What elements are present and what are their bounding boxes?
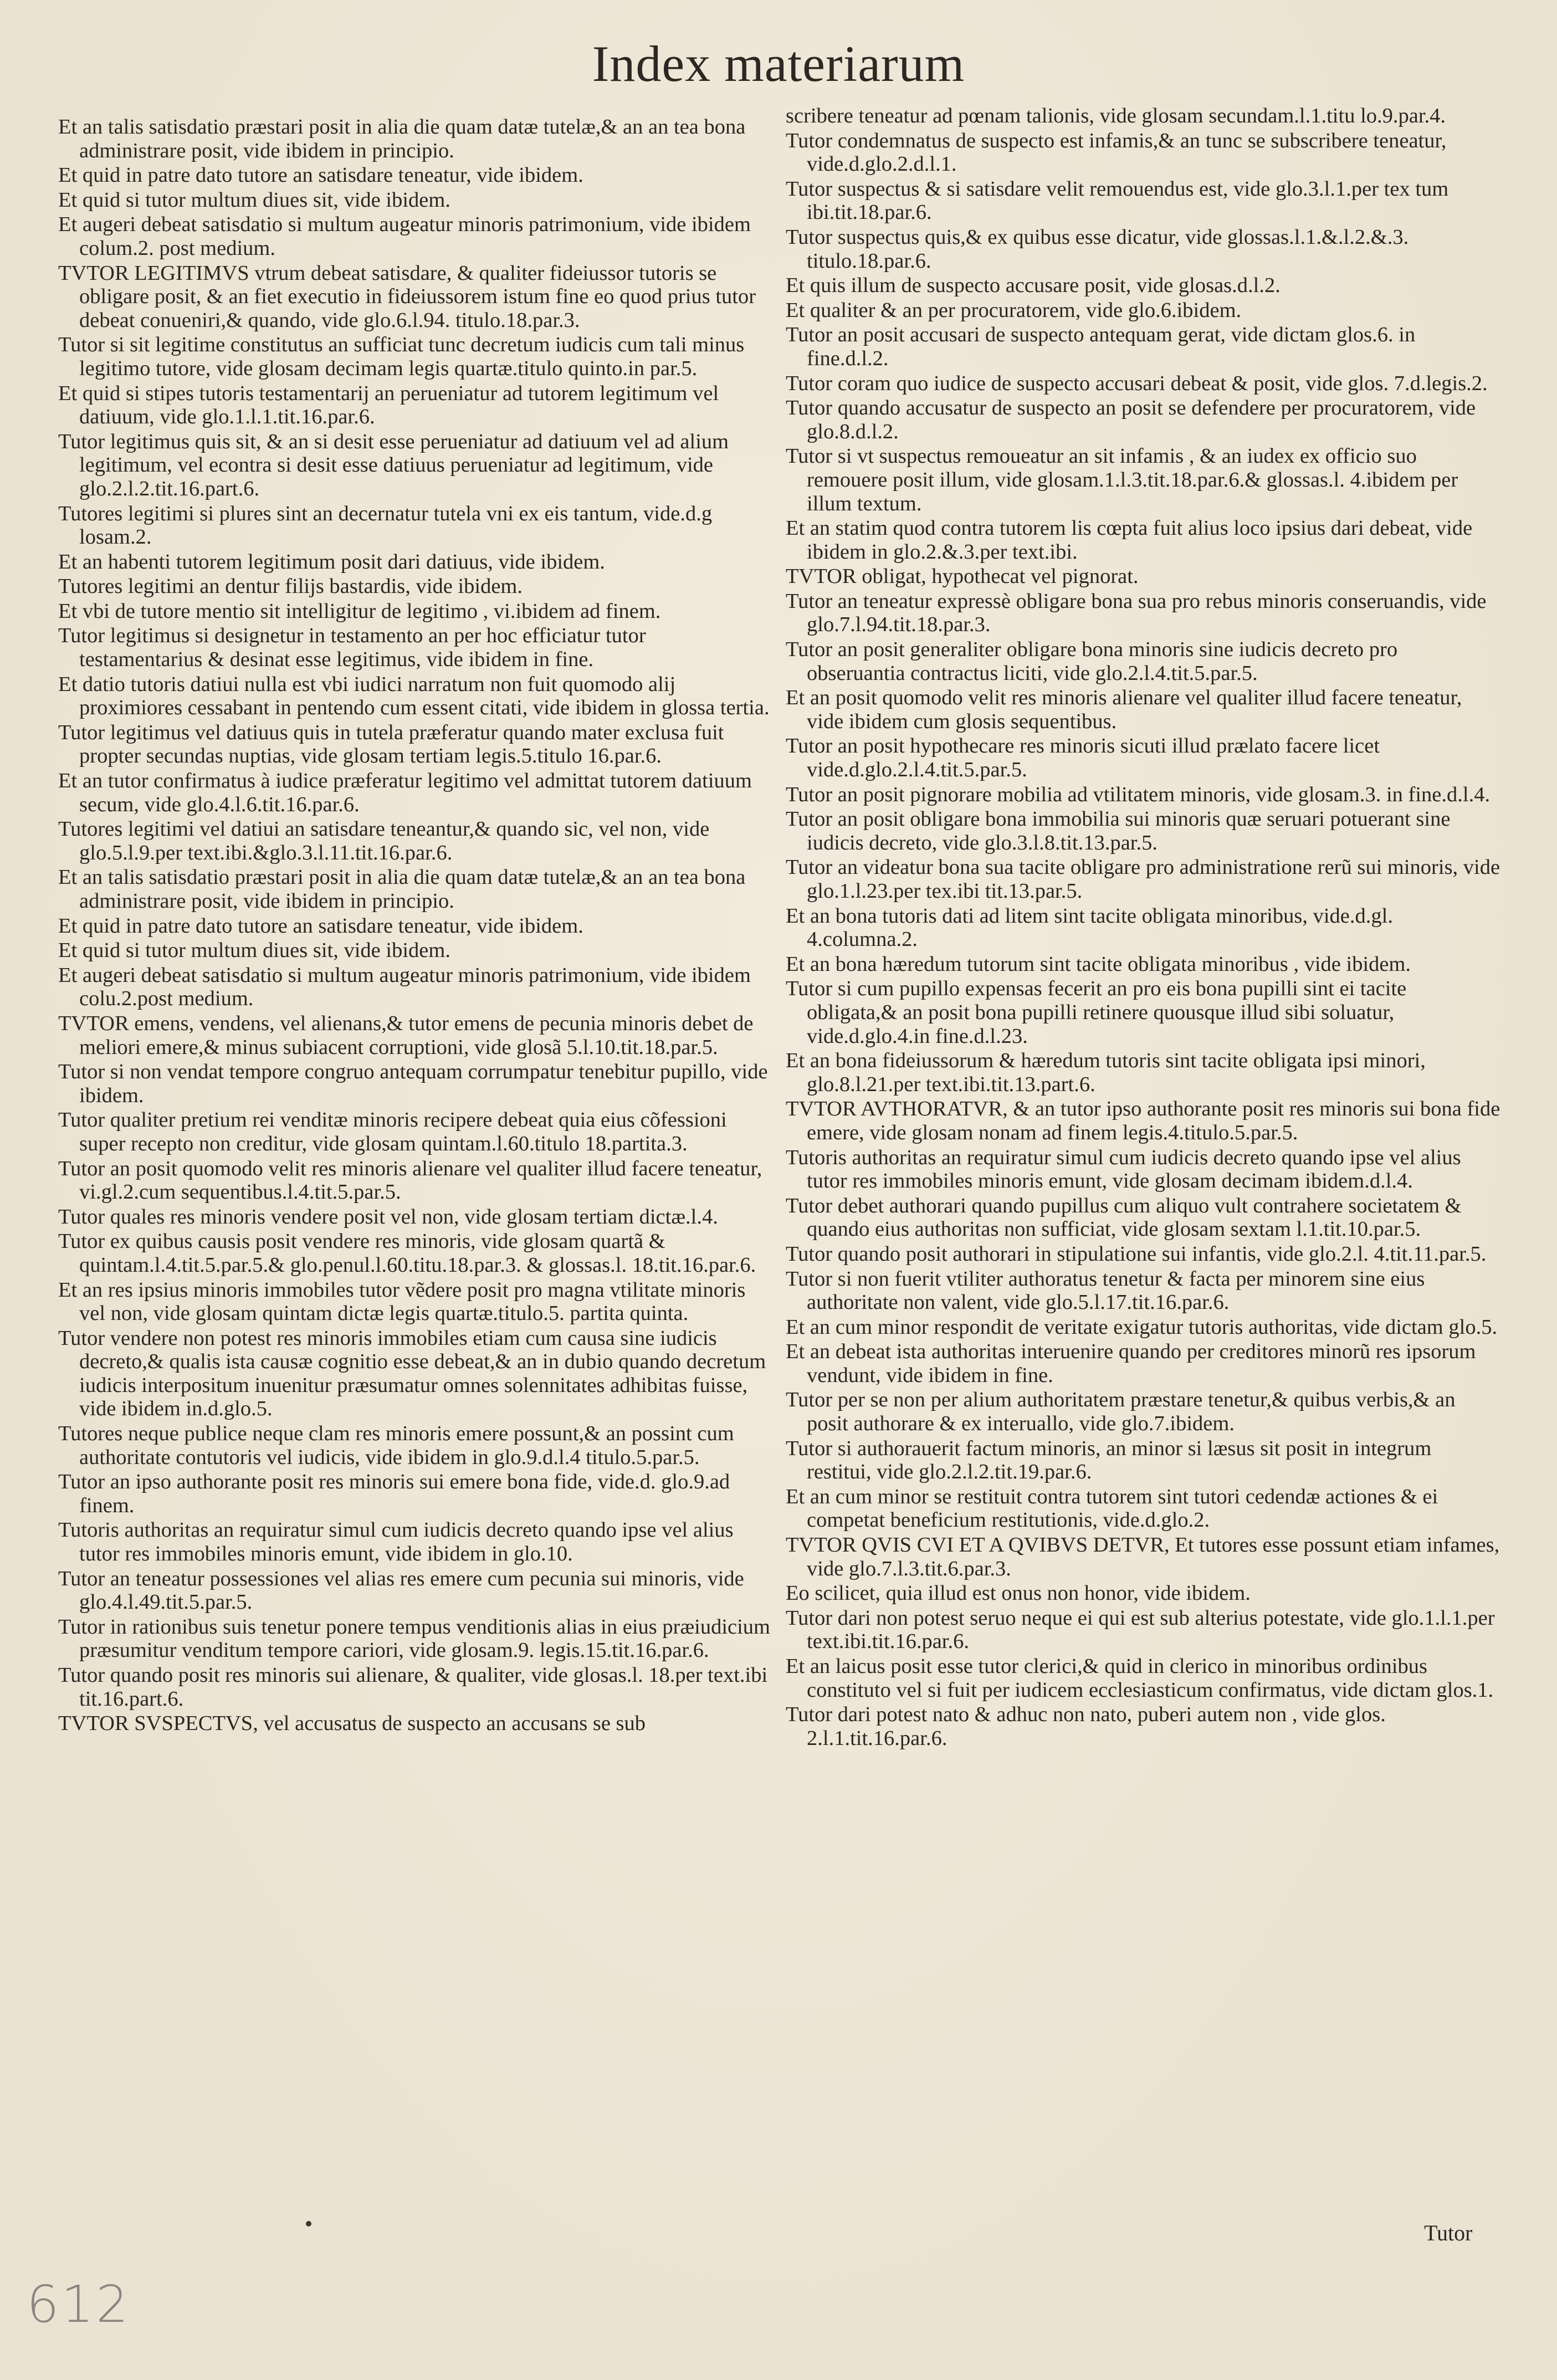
index-entry: Tutor legitimus quis sit, & an si desit esse perueniatur ad datiuum vel ad alium legitimum, vel econtra si desit esse datiuus perueniatur ad legitimum, vide glo.2.l.2.tit.16.part.6. (58, 429, 729, 500)
left-column (58, 115, 773, 2204)
index-entry: Et quid si tutor multum diues sit, vide ibidem. (58, 939, 450, 963)
index-entry: Et an talis satisdatio præstari posit in alia die quam datæ tutelæ,& an an tea bona administrare posit, vide ibidem in principio. (58, 115, 746, 162)
index-entry: Tutor si authorauerit factum minoris, an minor si læsus sit posit in integrum restitui, vide glo.2.l.2.tit.19.par.6. (786, 1436, 1432, 1484)
index-entry: TVTOR emens, vendens, vel alienans,& tutor emens de pecunia minoris debet de meliori emere,& minus subiacent corruptioni, vide glosã 5.l.10.tit.18.par.5. (58, 1011, 754, 1059)
index-entry: Et vbi de tutore mentio sit intelligitur de legitimo , vi.ibidem ad finem. (58, 599, 661, 623)
index-entry: Et augeri debeat satisdatio si multum augeatur minoris patrimonium, vide ibidem colum.2. post medium. (58, 213, 751, 260)
index-entry: Et an laicus posit esse tutor clerici,& quid in clerico in minoribus ordinibus constituto vel si fuit per iudicem ecclesiasticum confirmatus, vide dictam glos.1. (786, 1655, 1494, 1702)
index-entry: Et an tutor confirmatus à iudice præferatur legitimo vel admittat tutorem datiuum secum, vide glo.4.l.6.tit.16.par.6. (58, 769, 752, 816)
index-entry: Et an bona fideiussorum & hæredum tutoris sint tacite obligata ipsi minori, glo.8.l.21.per text.ibi.tit.13.part.6. (786, 1049, 1426, 1096)
ink-dot (306, 2221, 311, 2227)
index-entry: scribere teneatur ad pœnam talionis, vide glosam secundam.l.1.titu lo.9.par.4. (786, 104, 1446, 127)
index-entry: Tutor an posit generaliter obligare bona minoris sine iudicis decreto pro obseruantia contractus liciti, vide glo.2.l.4.tit.5.par.5. (786, 638, 1398, 685)
index-entry: Et an res ipsius minoris immobiles tutor vẽdere posit pro magna vtilitate minoris vel non, vide glosam quintam dictæ legis quartæ.titulo.5. partita quinta. (58, 1278, 746, 1325)
index-entry: Tutor debet authorari quando pupillus cum aliquo vult contrahere societatem & quando eius authoritas non sufficiat, vide glosam sextam l.1.tit.10.par.5. (786, 1194, 1462, 1241)
catchword: Tutor (1424, 2220, 1473, 2245)
index-entry: Tutor si cum pupillo expensas fecerit an pro eis bona pupilli sint ei tacite obligata,& an posit bona pupilli retinere quousque illud sibi soluatur, vide.d.glo.4.in fine.d.l.23. (786, 977, 1407, 1048)
index-entry: Tutor an videatur bona sua tacite obligare pro administratione rerũ sui minoris, vide glo.1.l.23.per tex.ibi tit.13.par.5. (786, 856, 1500, 903)
index-entry: Tutor per se non per alium authoritatem præstare tenetur,& quibus verbis,& an posit authorare & ex interuallo, vide glo.7.ibidem. (786, 1388, 1456, 1436)
index-entry: Tutor quales res minoris vendere posit vel non, vide glosam tertiam dictæ.l.4. (58, 1205, 718, 1229)
index-entry: Tutores legitimi an dentur filijs bastardis, vide ibidem. (58, 575, 523, 598)
page-title: Index materiarum (592, 35, 965, 92)
index-entry: Tutor vendere non potest res minoris immobiles etiam cum causa sine iudicis decreto,& qualis ista causæ cognitio esse debeat,& an in dubio quando decretum iudicis interpositum inuenitur præsumatur omnes solennitates adhibitas fuisse, vide ibidem in.d.glo.5. (58, 1326, 766, 1421)
index-entry: TVTOR AVTHORATVR, & an tutor ipso authorante posit res minoris sui bona fide emere, vide glosam nonam ad finem legis.4.titulo.5.par.5. (786, 1097, 1500, 1144)
index-entry: Et an cum minor respondit de veritate exigatur tutoris authoritas, vide dictam glo.5. (786, 1315, 1498, 1339)
index-entry: Et augeri debeat satisdatio si multum augeatur minoris patrimonium, vide ibidem colu.2.post medium. (58, 963, 751, 1011)
index-entry: TVTOR SVSPECTVS, vel accusatus de suspecto an accusans se sub (58, 1712, 646, 1736)
index-entry: Tutor suspectus & si satisdare velit remouendus est, vide glo.3.l.1.per tex tum ibi.tit.18.par.6. (786, 177, 1449, 224)
index-entry: Tutor an posit hypothecare res minoris sicuti illud prælato facere licet vide.d.glo.2.l.4.tit.5.par.5. (786, 734, 1380, 782)
index-entry: Et an debeat ista authoritas interuenire quando per creditores minorũ res ipsorum vendunt, vide ibidem in fine. (786, 1340, 1476, 1387)
index-entry: Et an bona hæredum tutorum sint tacite obligata minoribus , vide ibidem. (786, 952, 1411, 976)
handwritten-folio-number: 612 (27, 2275, 131, 2334)
index-entry: Tutoris authoritas an requiratur simul cum iudicis decreto quando ipse vel alius tutor res immobiles minoris emunt, vide ibidem in glo.10. (58, 1518, 734, 1566)
index-entry: Tutor dari potest nato & adhuc non nato, puberi autem non , vide glos. 2.l.1.tit.16.par.6. (786, 1703, 1386, 1750)
index-entry: Et quid in patre dato tutore an satisdare teneatur, vide ibidem. (58, 163, 583, 187)
index-entry: Tutores legitimi si plures sint an decernatur tutela vni ex eis tantum, vide.d.g losam.2. (58, 501, 713, 549)
index-entry: Tutor an posit pignorare mobilia ad vtilitatem minoris, vide glosam.3. in fine.d.l.4. (786, 782, 1491, 806)
index-entry: Et an cum minor se restituit contra tutorem sint tutori cedendæ actiones & ei competat beneficium restitutionis, vide.d.glo.2. (786, 1485, 1438, 1532)
right-column (786, 104, 1500, 2193)
index-entry: Et an talis satisdatio præstari posit in alia die quam datæ tutelæ,& an an tea bona administrare posit, vide ibidem in principio. (58, 866, 746, 913)
index-entry: Tutor legitimus vel datiuus quis in tutela præferatur quando mater exclusa fuit propter secundas nuptias, vide glosam tertiam legis.5.titulo 16.par.6. (58, 720, 724, 768)
index-entry: Tutoris authoritas an requiratur simul cum iudicis decreto quando ipse vel alius tutor res immobiles minoris emunt, vide glosam decimam ibidem.d.l.4. (786, 1145, 1461, 1193)
index-entry: Tutor an posit accusari de suspecto antequam gerat, vide dictam glos.6. in fine.d.l.2. (786, 323, 1416, 370)
index-entry: TVTOR QVIS CVI ET A QVIBVS DETVR, Et tutores esse possunt etiam infames, vide glo.7.l.3.tit.6.par.3. (786, 1533, 1500, 1580)
index-entry: TVTOR obligat, hypothecat vel pignorat. (786, 565, 1139, 588)
index-entry: Tutor an teneatur expressè obligare bona sua pro rebus minoris conseruandis, vide glo.7.l.94.tit.18.par.3. (786, 589, 1487, 637)
index-entry: Tutor ex quibus causis posit vendere res minoris, vide glosam quartã & quintam.l.4.tit.5.par.5.& glo.penul.l.60.titu.18.par.3. & glossas.l. 18.tit.16.par.6. (58, 1230, 756, 1277)
index-entry: Tutor dari non potest seruo neque ei qui est sub alterius potestate, vide glo.1.l.1.per text.ibi.tit.16.par.6. (786, 1606, 1495, 1654)
index-entry: Tutor qualiter pretium rei venditæ minoris recipere debeat quia eius cõfessioni super recepto non creditur, vide glosam quintam.l.60.titulo 18.partita.3. (58, 1108, 727, 1155)
index-entry: Tutor legitimus si designetur in testamento an per hoc efficiatur tutor testamentarius & desinat esse legitimus, vide ibidem in fine. (58, 624, 646, 672)
index-entry: Et qualiter & an per procuratorem, vide glo.6.ibidem. (786, 298, 1242, 322)
index-entry: Tutor an teneatur possessiones vel alias res emere cum pecunia sui minoris, vide glo.4.l.49.tit.5.par.5. (58, 1567, 744, 1614)
index-entry: Et an bona tutoris dati ad litem sint tacite obligata minoribus, vide.d.gl. 4.columna.2. (786, 904, 1393, 951)
index-entry: Et an posit quomodo velit res minoris alienare vel qualiter illud facere teneatur, vide ibidem cum glosis sequentibus. (786, 686, 1462, 733)
index-entry: Tutor suspectus quis,& ex quibus esse dicatur, vide glossas.l.1.&.l.2.&.3. titulo.18.par.6. (786, 225, 1409, 273)
index-entry: Et datio tutoris datiui nulla est vbi iudici narratum non fuit quomodo alij proximiores cessabant in pentendo cum essent citati, vide ibidem in glossa tertia. (58, 672, 770, 720)
index-entry: Tutor coram quo iudice de suspecto accusari debeat & posit, vide glos. 7.d.legis.2. (786, 371, 1488, 395)
index-entry: Tutor quando posit res minoris sui alienare, & qualiter, vide glosas.l. 18.per text.ibi tit.16.part.6. (58, 1664, 768, 1711)
index-entry: Eo scilicet, quia illud est onus non honor, vide ibidem. (786, 1581, 1251, 1605)
index-entry: Tutores neque publice neque clam res minoris emere possunt,& an possint cum authoritate contutoris vel iudicis, vide ibidem in glo.9.d.l.4 titulo.5.par.5. (58, 1422, 734, 1469)
index-entry: Et quis illum de suspecto accusare posit, vide glosas.d.l.2. (786, 274, 1281, 298)
index-entry: Tutor quando accusatur de suspecto an posit se defendere per procuratorem, vide glo.8.d.l.2. (786, 396, 1476, 443)
index-entry: Tutor si non fuerit vtiliter authoratus tenetur & facta per minorem sine eius authoritate non valent, vide glo.5.l.17.tit.16.par.6. (786, 1267, 1425, 1314)
index-entry: Tutor in rationibus suis tenetur ponere tempus venditionis alias in eius præiudicium præsumitur venditum tempore cariori, vide glosam.9. legis.15.tit.16.par.6. (58, 1615, 770, 1662)
index-entry: Tutor si sit legitime constitutus an sufficiat tunc decretum iudicis cum tali minus legitimo tutore, vide glosam decimam legis quartæ.titulo quinto.in par.5. (58, 333, 745, 380)
index-entry: Et an habenti tutorem legitimum posit dari datiuus, vide ibidem. (58, 550, 605, 574)
index-entry: TVTOR LEGITIMVS vtrum debeat satisdare, & qualiter fideiussor tutoris se obligare posit, & an fiet executio in fideiussorem istum fine eo quod prius tutor debeat conueniri,& quando, vide glo.6.l.94. titulo.18.par.3. (58, 261, 756, 332)
index-entry: Et an statim quod contra tutorem lis cœpta fuit alius loco ipsius dari debeat, vide ibidem in glo.2.&.3.per text.ibi. (786, 516, 1473, 564)
index-entry: Tutor an posit obligare bona immobilia sui minoris quæ seruari potuerant sine iudicis decreto, vide glo.3.l.8.tit.13.par.5. (786, 807, 1451, 854)
index-entry: Et quid si tutor multum diues sit, vide ibidem. (58, 188, 450, 212)
index-entry: Et quid si stipes tutoris testamentarij an perueniatur ad tutorem legitimum vel datiuum, vide glo.1.l.1.tit.16.par.6. (58, 381, 719, 429)
index-entry: Et quid in patre dato tutore an satisdare teneatur, vide ibidem. (58, 914, 583, 938)
index-entry: Tutor an ipso authorante posit res minoris sui emere bona fide, vide.d. glo.9.ad finem. (58, 1470, 730, 1517)
index-entry: Tutor an posit quomodo velit res minoris alienare vel qualiter illud facere teneatur, vi.gl.2.cum sequentibus.l.4.tit.5.par.5. (58, 1156, 762, 1204)
index-entry: Tutor si non vendat tempore congruo antequam corrumpatur tenebitur pupillo, vide ibidem. (58, 1060, 768, 1107)
index-entry: Tutor si vt suspectus remoueatur an sit infamis , & an iudex ex officio suo remouere posit illum, vide glosam.1.l.3.tit.18.par.6.& glossas.l. 4.ibidem per illum textum. (786, 444, 1458, 515)
index-entry: Tutor condemnatus de suspecto est infamis,& an tunc se subscribere teneatur, vide.d.glo.2.d.l.1. (786, 129, 1447, 176)
index-entry: Tutor quando posit authorari in stipulatione sui infantis, vide glo.2.l. 4.tit.11.par.5. (786, 1242, 1487, 1266)
index-entry: Tutores legitimi vel datiui an satisdare teneantur,& quando sic, vel non, vide glo.5.l.9.per text.ibi.&glo.3.l.11.tit.16.par.6. (58, 817, 710, 864)
